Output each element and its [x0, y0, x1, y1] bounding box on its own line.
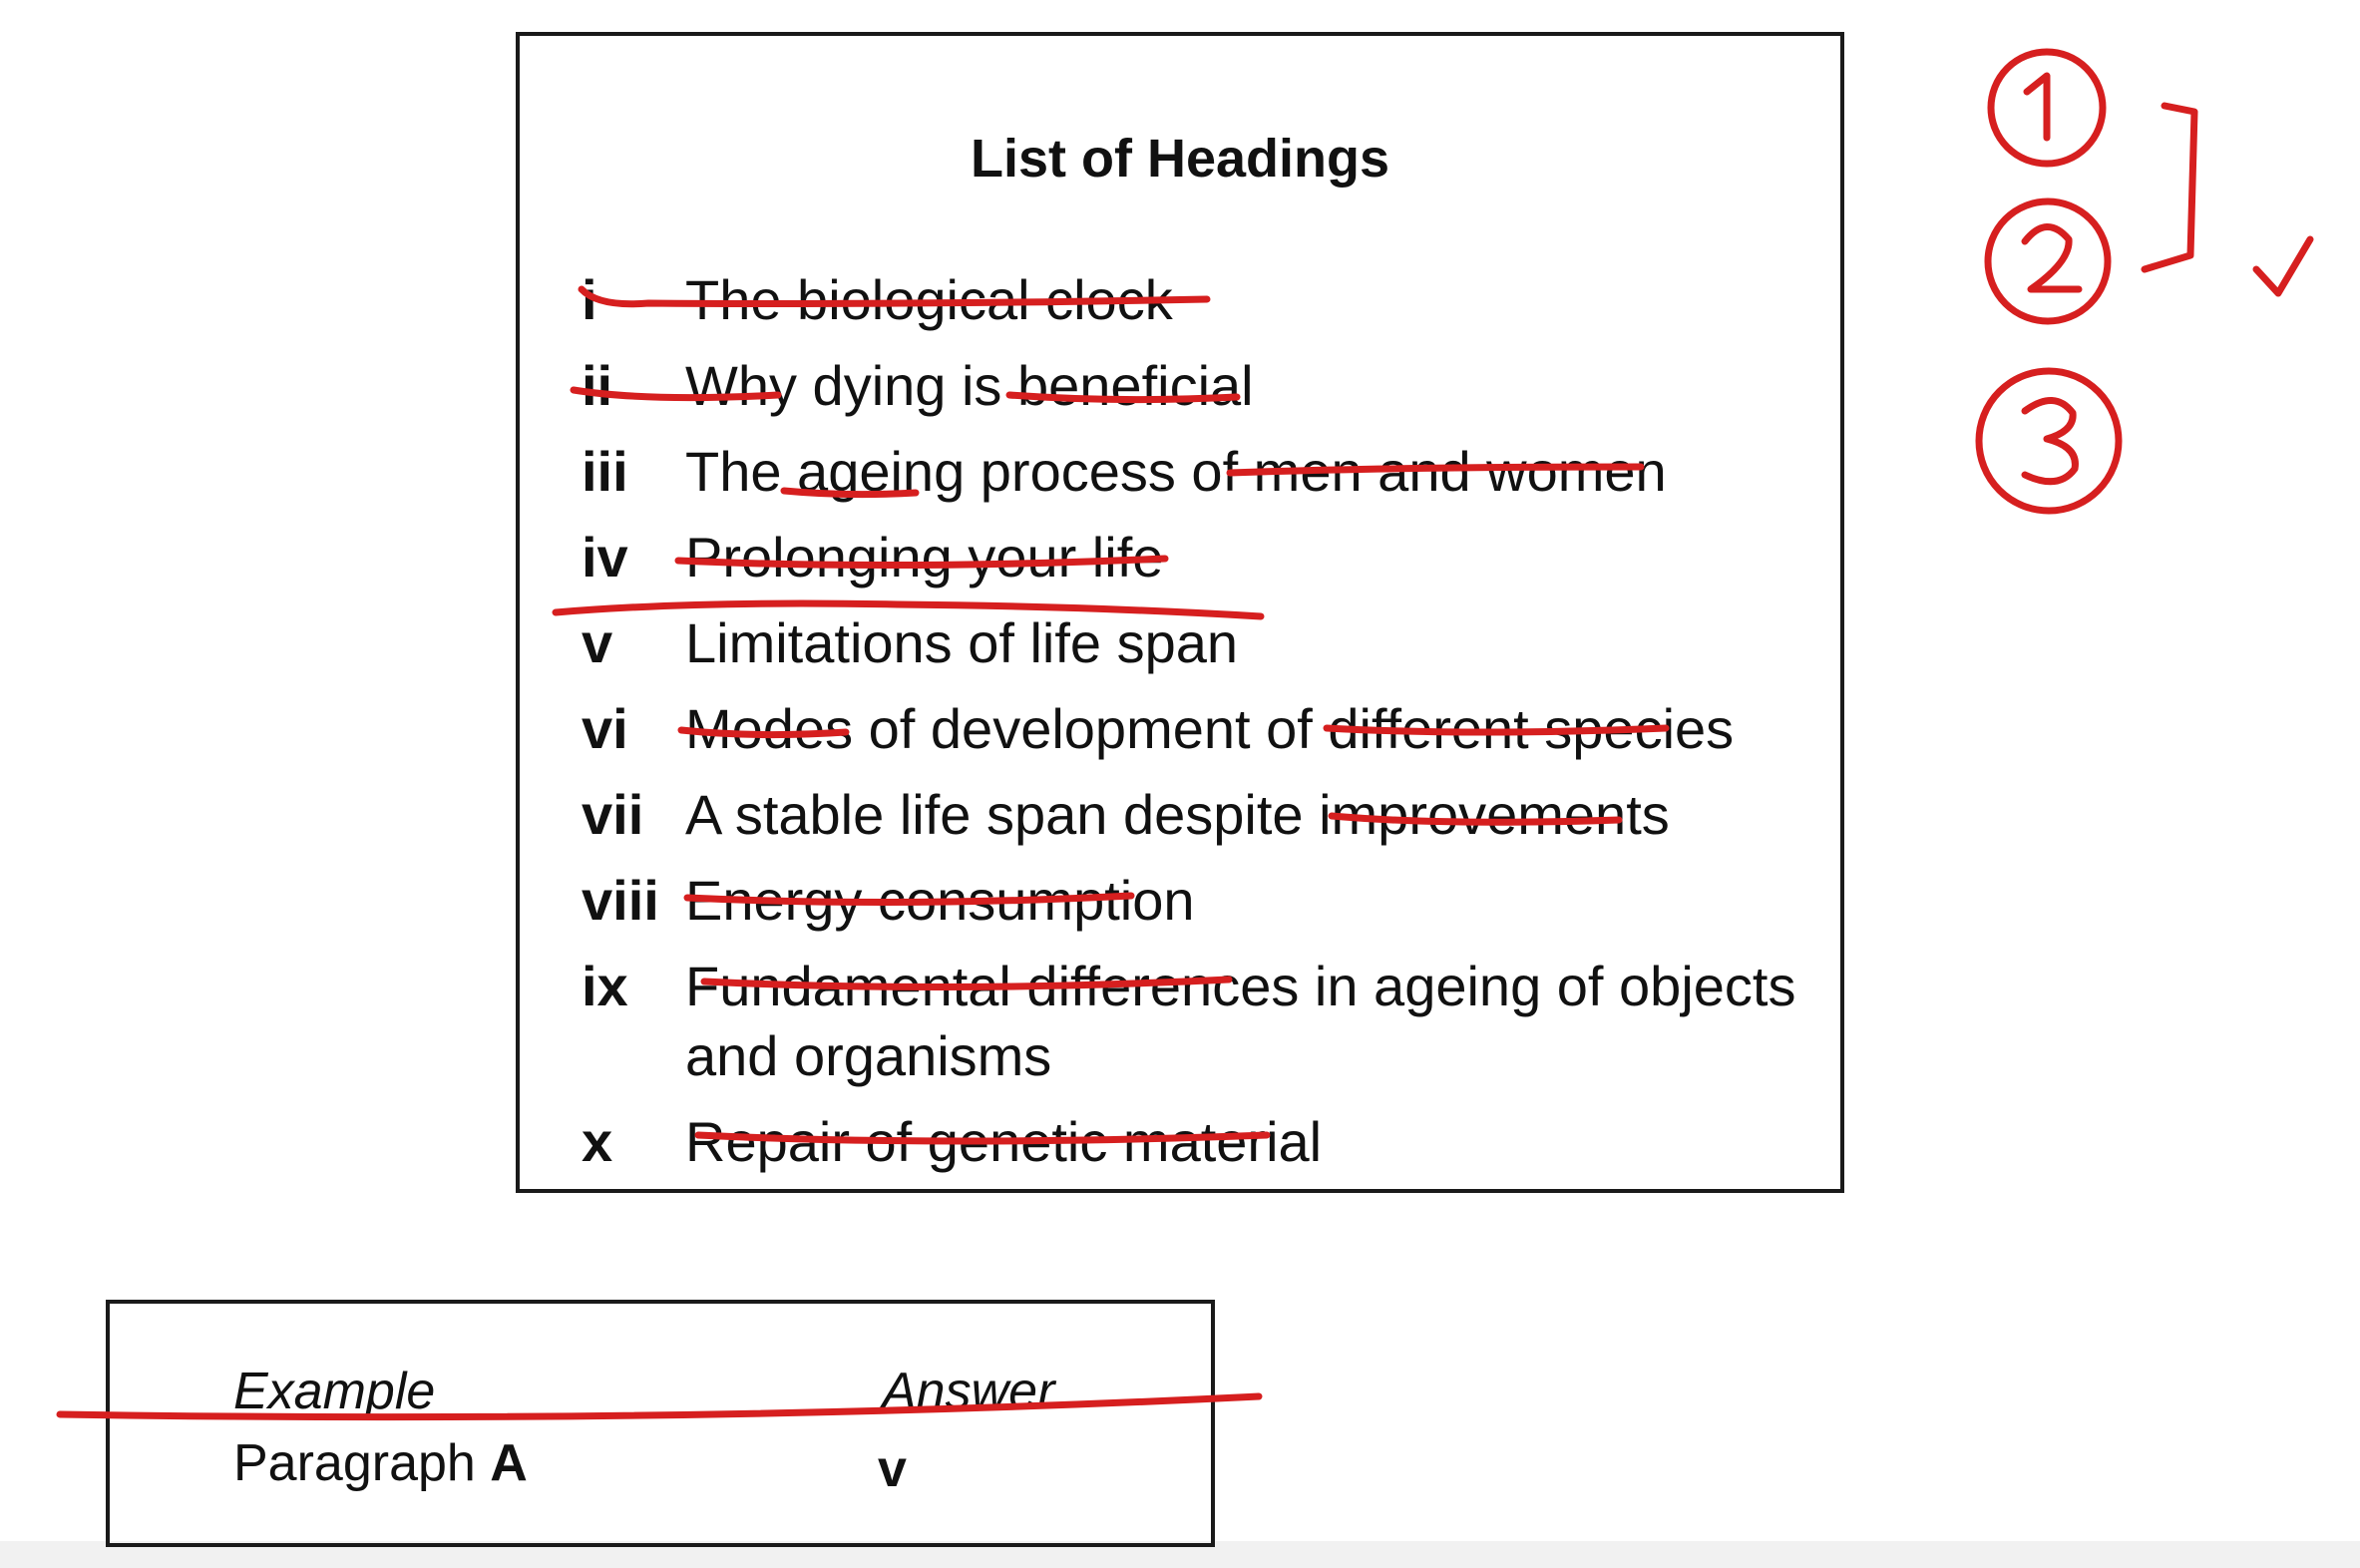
heading-text: A stable life span despite improvements	[685, 783, 1670, 846]
heading-number: vi	[582, 697, 628, 760]
heading-number: i	[582, 268, 597, 331]
example-answer: v	[878, 1440, 907, 1498]
heading-number: viii	[582, 869, 659, 932]
bracket-1-2	[2145, 106, 2194, 269]
check-icon	[2256, 239, 2310, 293]
heading-number: ix	[582, 955, 628, 1017]
list-of-headings-box	[516, 32, 1844, 1193]
answer-header: Answer	[882, 1363, 1055, 1420]
list-title: List of Headings	[970, 129, 1390, 189]
circle-1	[1991, 52, 2103, 164]
heading-text: Modes of development of different species	[685, 697, 1735, 760]
circle-3	[1979, 371, 2119, 511]
heading-number: vii	[582, 783, 644, 846]
heading-text: The ageing process of men and women	[685, 440, 1667, 503]
example-box	[106, 1300, 1215, 1547]
heading-text: Repair of genetic material	[685, 1110, 1323, 1173]
heading-number: iv	[582, 526, 628, 588]
heading-number: x	[582, 1110, 613, 1173]
digit-1	[2027, 76, 2047, 138]
heading-text: The biological clock	[685, 268, 1173, 331]
example-header: Example	[233, 1363, 436, 1420]
heading-text: Limitations of life span	[685, 611, 1239, 674]
paragraph-label: Paragraph A	[233, 1434, 528, 1492]
heading-text: Energy consumption	[685, 869, 1195, 932]
digit-2	[2025, 226, 2079, 289]
heading-text: Prolonging your life	[685, 526, 1164, 588]
heading-number: v	[582, 611, 613, 674]
heading-text: Why dying is beneficial	[685, 354, 1254, 417]
heading-text: Fundamental differences in ageing of objects	[685, 955, 1796, 1017]
circle-2	[1988, 201, 2108, 321]
heading-number: ii	[582, 354, 613, 417]
heading-number: iii	[582, 440, 628, 503]
heading-text-continued: and organisms	[685, 1024, 1052, 1087]
paragraph-letter: A	[490, 1434, 528, 1492]
digit-3	[2025, 400, 2075, 481]
